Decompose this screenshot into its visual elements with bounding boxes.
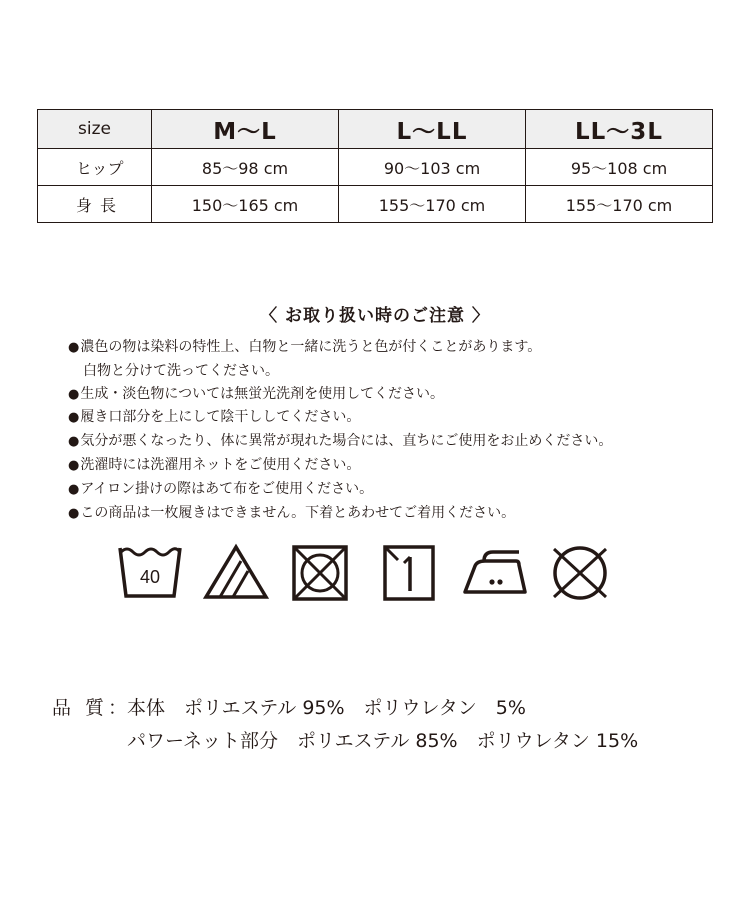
list-item (68, 430, 728, 454)
table-cell: 85～98 cm (152, 149, 339, 186)
table-row (38, 186, 713, 223)
note-text: 白物と分けて洗ってください。 (83, 362, 279, 379)
bullet: ● (68, 505, 80, 521)
care-symbols (0, 544, 750, 604)
table-cell: 155～170 cm (339, 186, 526, 223)
note-text: 履き口部分を上にして陰干ししてください。 (80, 409, 361, 426)
iron-low-icon (461, 544, 529, 600)
note-text: 生成・淡色物については無蛍光洗剤を使用してください。 (80, 385, 445, 402)
list-item (68, 454, 728, 478)
size-table (37, 109, 713, 223)
list-item (68, 502, 728, 526)
row-label-hip: ヒップ (38, 149, 152, 186)
material-line (52, 692, 638, 725)
size-header-l-ll: L～LL (339, 110, 526, 149)
list-item (68, 336, 728, 360)
material-line (52, 725, 638, 758)
size-table-header (38, 110, 713, 149)
care-notes-list (68, 336, 728, 525)
list-item (68, 478, 728, 502)
bullet: ● (68, 434, 80, 450)
wash-temp-label: 40 (139, 567, 161, 587)
care-notes-title: 〈 お取り扱い時のご注意 〉 (260, 306, 490, 326)
bullet: ● (68, 386, 80, 402)
list-item (68, 360, 728, 383)
list-item (68, 383, 728, 407)
size-header-ll-3l: LL～3L (526, 110, 713, 149)
material-body: 本体 ポリエステル 95% ポリウレタン 5% (127, 697, 526, 719)
table-cell: 150～165 cm (152, 186, 339, 223)
row-label-height: 身長 (38, 186, 152, 223)
material-info (52, 692, 638, 758)
material-label: 品 質： (52, 697, 132, 719)
table-cell: 155～170 cm (526, 186, 713, 223)
size-header-label: size (38, 110, 152, 149)
line-dry-shade-icon (382, 544, 436, 602)
note-text: 洗濯時には洗濯用ネットをご使用ください。 (80, 456, 361, 473)
note-text: この商品は一枚履きはできません。下着とあわせてご着用ください。 (80, 504, 516, 521)
wash-40-icon (118, 544, 182, 600)
table-row (38, 149, 713, 186)
table-cell: 90～103 cm (339, 149, 526, 186)
material-powernet: パワーネット部分 ポリエステル 85% ポリウレタン 15% (127, 730, 639, 752)
no-dry-clean-icon (549, 544, 611, 602)
no-tumble-dry-icon (291, 544, 349, 602)
bullet: ● (68, 457, 80, 473)
bleach-oxygen-only-icon (203, 544, 269, 600)
list-item (68, 406, 728, 430)
bullet: ● (68, 481, 80, 497)
bullet: ● (68, 410, 80, 426)
table-cell: 95～108 cm (526, 149, 713, 186)
bullet: ● (68, 340, 80, 355)
size-header-m-l: M～L (152, 110, 339, 149)
note-text: 気分が悪くなったり、体に異常が現れた場合には、直ちにご使用をお止めください。 (80, 433, 613, 450)
note-text: 濃色の物は染料の特性上、白物と一緒に洗うと色が付くことがあります。 (80, 339, 542, 355)
note-text: アイロン掛けの際はあて布をご使用ください。 (80, 480, 374, 497)
